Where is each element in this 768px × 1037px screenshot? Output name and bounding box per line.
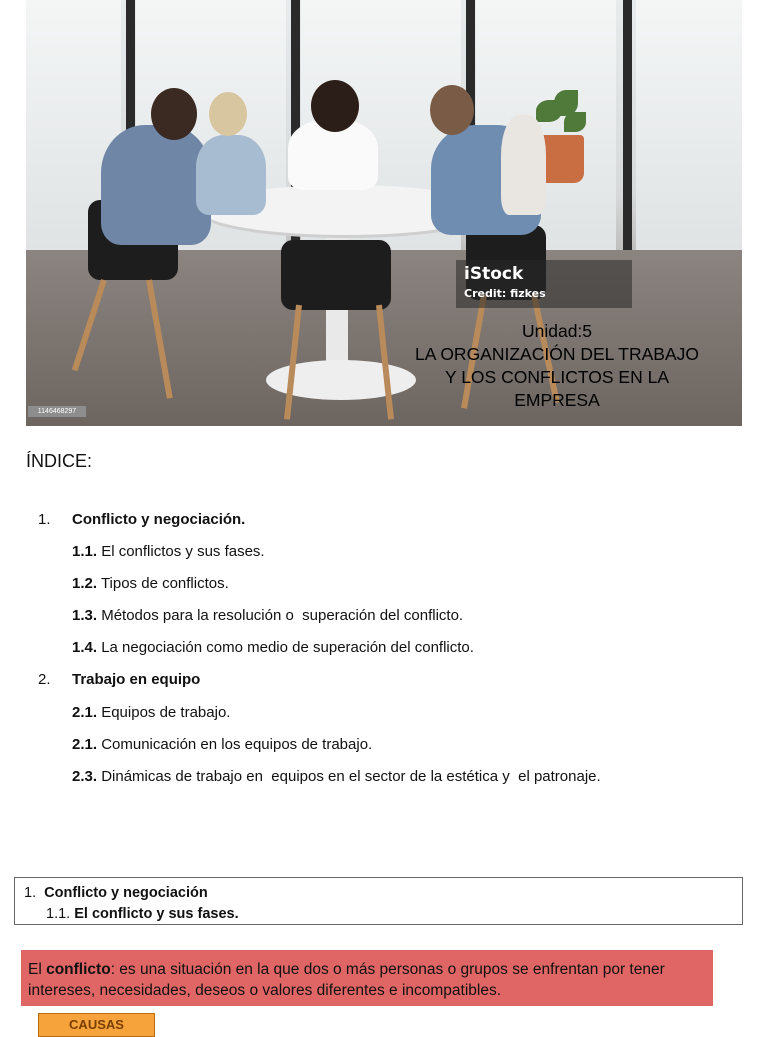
person [501,115,546,215]
unit-title-line: Y LOS CONFLICTOS EN LA [444,367,669,387]
toc-subitem-number: 2.1. [72,704,98,721]
toc-subitem-number: 2.3. [72,768,98,785]
stock-id: 1146468297 [28,406,86,417]
toc-subitem [72,607,463,624]
person-head [209,92,247,136]
toc-subitem [72,543,265,560]
person-head [430,85,474,135]
section-header-box [14,877,743,925]
unit-title-line: LA ORGANIZACIÓN DEL TRABAJO [415,344,699,364]
toc-subitem [72,639,474,656]
person [196,135,266,215]
subsection-title: El conflicto y sus fases. [74,906,239,922]
definition-callout [21,950,713,1006]
toc-subitem-text: Métodos para la resolución o superación del conflicto. [101,607,464,624]
section-number: 1. [24,885,37,901]
toc-subitem-text: El conflictos y sus fases. [101,543,265,560]
istock-credit: Credit: fizkes [464,287,546,300]
toc-subitem-number: 2.1. [72,736,98,753]
unit-title-line: EMPRESA [514,390,600,410]
definition-text [28,959,708,1001]
definition-term: conflicto [46,961,111,978]
unit-title-line: Unidad:5 [521,321,593,341]
toc-subitem-text: La negociación como medio de superación del conflicto. [101,639,474,656]
toc-subitem-text: Dinámicas de trabajo en equipos en el sector de la estética y el patronaje. [101,768,601,785]
toc-subitem-number: 1.4. [72,639,98,656]
istock-watermark [456,260,632,308]
person [101,125,211,245]
section-header-line [24,885,208,901]
unit-title [372,320,742,412]
chair [281,240,391,310]
section-title: Conflicto y negociación [44,885,208,901]
definition-body: : es una situación en la que dos o más personas o grupos se enfrentan por tener intereses, necesidades, deseos o valores diferentes e incompatibles. [28,961,665,999]
index-heading: ÍNDICE: [26,451,93,471]
toc-subitem-text: Equipos de trabajo. [101,704,231,721]
istock-logo: iStock [464,264,524,284]
toc-subitem [72,704,230,721]
definition-prefix: El [28,961,47,978]
toc-number: 2. [38,671,51,688]
causas-label: CAUSAS [38,1013,155,1037]
toc-subitem [72,575,229,592]
toc-number: 1. [38,511,51,528]
person-head [151,88,197,140]
toc-section-title: Trabajo en equipo [72,671,201,688]
person-head [311,80,359,132]
toc-subitem-text: Comunicación en los equipos de trabajo. [101,736,373,753]
toc-subitem [72,768,601,785]
plant-leaf [564,112,586,132]
subsection-number: 1.1. [46,906,71,922]
toc-subitem [72,736,372,753]
window-pane [636,0,742,250]
toc-section-title: Conflicto y negociación. [72,511,246,528]
toc-subitem-number: 1.3. [72,607,98,624]
toc-subitem-number: 1.2. [72,575,98,592]
subsection-header-line [46,906,239,922]
toc-subitem-text: Tipos de conflictos. [100,575,229,592]
toc-subitem-number: 1.1. [72,543,98,560]
